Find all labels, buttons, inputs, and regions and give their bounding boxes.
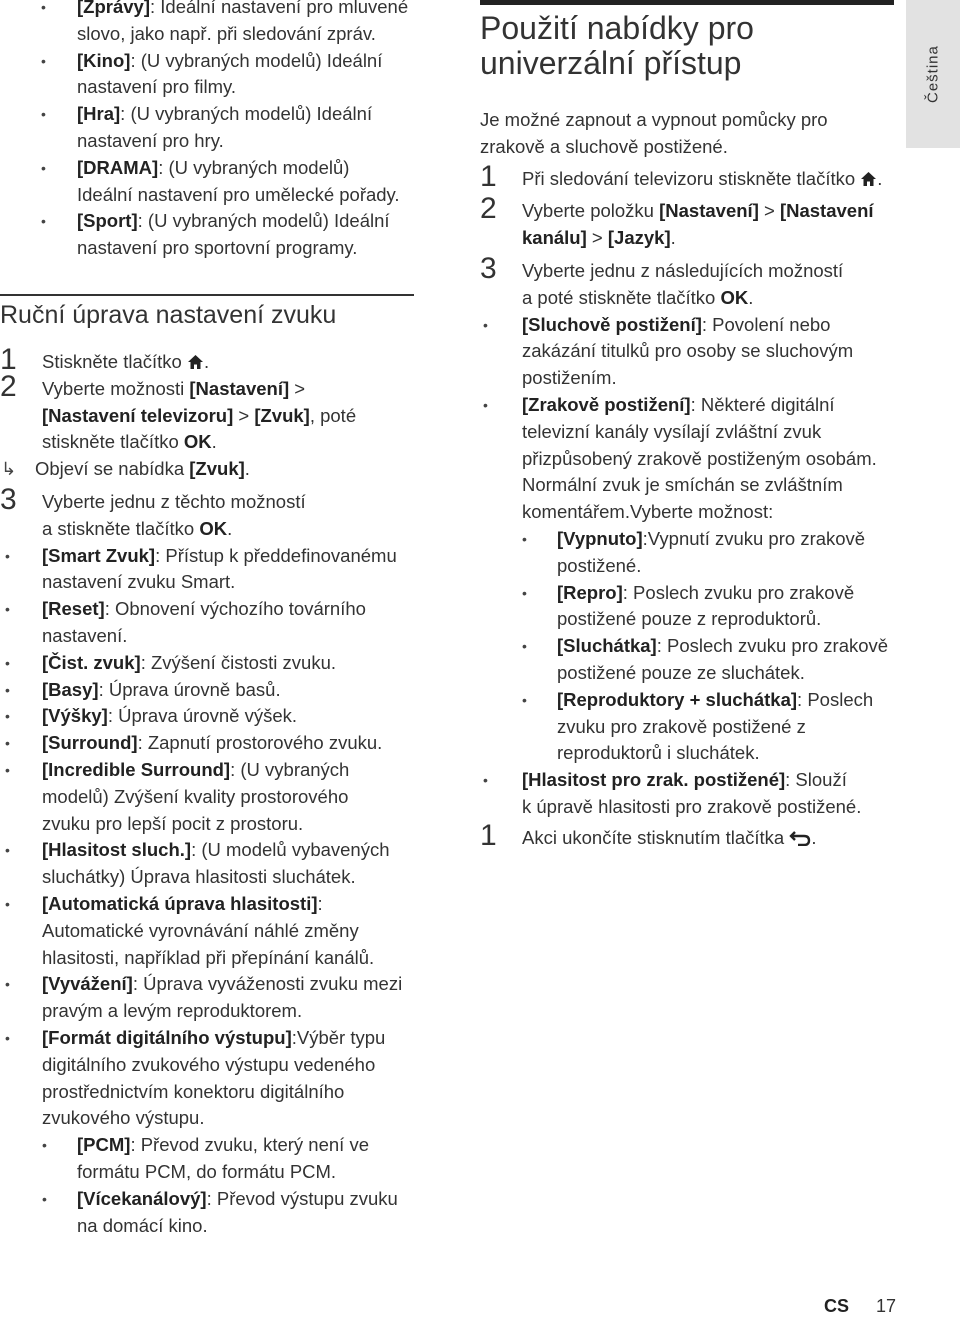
step-number: 1 — [0, 343, 17, 376]
right-column — [480, 107, 900, 852]
sound-options-list — [0, 543, 430, 1240]
back-icon — [789, 830, 811, 846]
list-item: • [Výšky]: Úprava úrovně výšek. — [0, 703, 430, 730]
list-item: • [Vypnuto]:Vypnutí zvuku pro zrakově postižené. — [480, 526, 900, 580]
home-icon — [187, 354, 204, 370]
list-item: • [Zrakově postižení]: Některé digitální televizní kanály vysílají zvláštní zvuk přizpůsobený zrakově postiženým osobám. Normální zvuk je smíchán se zvláštním komentářem.Vyberte možnost: — [480, 392, 900, 526]
list-item: • [Sport]: (U vybraných modelů) Ideální nastavení pro sportovní programy. — [0, 208, 430, 262]
list-item: • [Automatická úprava hlasitosti]: Automatické vyrovnávání náhlé změny hlasitosti, například při přepínání kanálů. — [0, 891, 430, 971]
list-item: • [Čist. zvuk]: Zvýšení čistosti zvuku. — [0, 650, 430, 677]
step-number: 2 — [480, 192, 497, 226]
list-item: • [Sluchově postižení]: Povolení nebo zakázání titulků pro osoby se sluchovým postižením. — [480, 312, 900, 392]
list-item: • [Formát digitálního výstupu]:Výběr typu digitálního zvukového výstupu vedeného prostřednictvím konektoru digitálního zvukového výstupu. — [0, 1025, 430, 1132]
intro-text: zrakově a sluchově postižené. — [480, 135, 728, 157]
step-number: 3 — [480, 251, 497, 285]
list-item: • [Hra]: (U vybraných modelů) Ideální nastavení pro hry. — [0, 101, 430, 155]
step-number: 1 — [480, 818, 497, 852]
list-item: • [Hlasitost sluch.]: (U modelů vybavených sluchátky) Úprava hlasitosti sluchátek. — [0, 837, 430, 891]
list-item: • [Basy]: Úprava úrovně basů. — [0, 677, 430, 704]
home-icon — [860, 171, 877, 187]
step-3: 3 Vyberte jednu z těchto možností a stiskněte tlačítko OK. — [0, 482, 306, 539]
step-3: 3 Vyberte jednu z následujících možností a poté stiskněte tlačítko OK. — [480, 251, 844, 308]
page-number: 17 — [876, 1296, 897, 1316]
footer-language-code: CS — [824, 1296, 850, 1316]
manual-sound-steps — [0, 343, 430, 1239]
result-arrow-icon: ↳ — [1, 459, 17, 480]
step-number: 2 — [0, 369, 17, 403]
step-2-result: ↳ Objeví se nabídka [Zvuk]. — [0, 456, 430, 483]
language-tab — [906, 0, 960, 148]
step-1: 1 Při sledování televizoru stiskněte tlačítko . — [480, 159, 883, 193]
list-item: • [Reset]: Obnovení výchozího továrního nastavení. — [0, 596, 430, 650]
list-item: • [Hlasitost pro zrak. postižené]: Slouží k úpravě hlasitosti pro zrakově postižené. — [480, 767, 900, 821]
list-item: • [Kino]: (U vybraných modelů) Ideální nastavení pro filmy. — [0, 48, 430, 102]
list-item: • [Surround]: Zapnutí prostorového zvuku. — [0, 730, 430, 757]
step-2: 2 Vyberte položku [Nastavení] > [Nastavení kanálu] > [Jazyk]. — [480, 192, 874, 249]
step-number: 1 — [480, 159, 497, 193]
step-1: 1 Stiskněte tlačítko . — [0, 343, 210, 376]
page-title: Použití nabídky pro univerzální přístup — [480, 0, 894, 81]
list-item: • [Zprávy]: Ideální nastavení pro mluvené slovo, jako např. při sledování zpráv. — [0, 0, 430, 48]
list-item: • [Vyvážení]: Úprava vyváženosti zvuku mezi pravým a levým reproduktorem. — [0, 971, 430, 1025]
step-2: 2 Vyberte možnosti [Nastavení] > [Nastavení televizoru] > [Zvuk], poté stiskněte tlačítko OK. — [0, 369, 357, 453]
step-final: 1 Akci ukončíte stisknutím tlačítka . — [480, 818, 817, 852]
list-item: • [Incredible Surround]: (U vybraných modelů) Zvýšení kvality prostorového zvuku pro lepší pocit z prostoru. — [0, 757, 430, 837]
list-item: • [Reproduktory + sluchátka]: Poslech zvuku pro zrakově postižené z reproduktorů i sluchátek. — [480, 687, 900, 767]
section-heading: Ruční úprava nastavení zvuku — [0, 294, 414, 332]
step-number: 3 — [0, 482, 17, 516]
list-item: • [DRAMA]: (U vybraných modelů) Ideální nastavení pro umělecké pořady. — [0, 155, 430, 209]
list-item: • [Smart Zvuk]: Přístup k předdefinovanému nastavení zvuku Smart. — [0, 543, 430, 597]
intro-text: Je možné zapnout a vypnout pomůcky pro — [480, 109, 828, 130]
list-item: • [Vícekanálový]: Převod výstupu zvuku na domácí kino. — [0, 1186, 430, 1240]
list-item: • [Sluchátka]: Poslech zvuku pro zrakově postižené pouze ze sluchátek. — [480, 633, 900, 687]
sound-preset-list — [0, 0, 430, 262]
language-tab-label: Čeština — [924, 45, 942, 103]
list-item: • [PCM]: Převod zvuku, který není ve formátu PCM, do formátu PCM. — [0, 1132, 430, 1186]
list-item: • [Repro]: Poslech zvuku pro zrakově postižené pouze z reproduktorů. — [480, 580, 900, 634]
